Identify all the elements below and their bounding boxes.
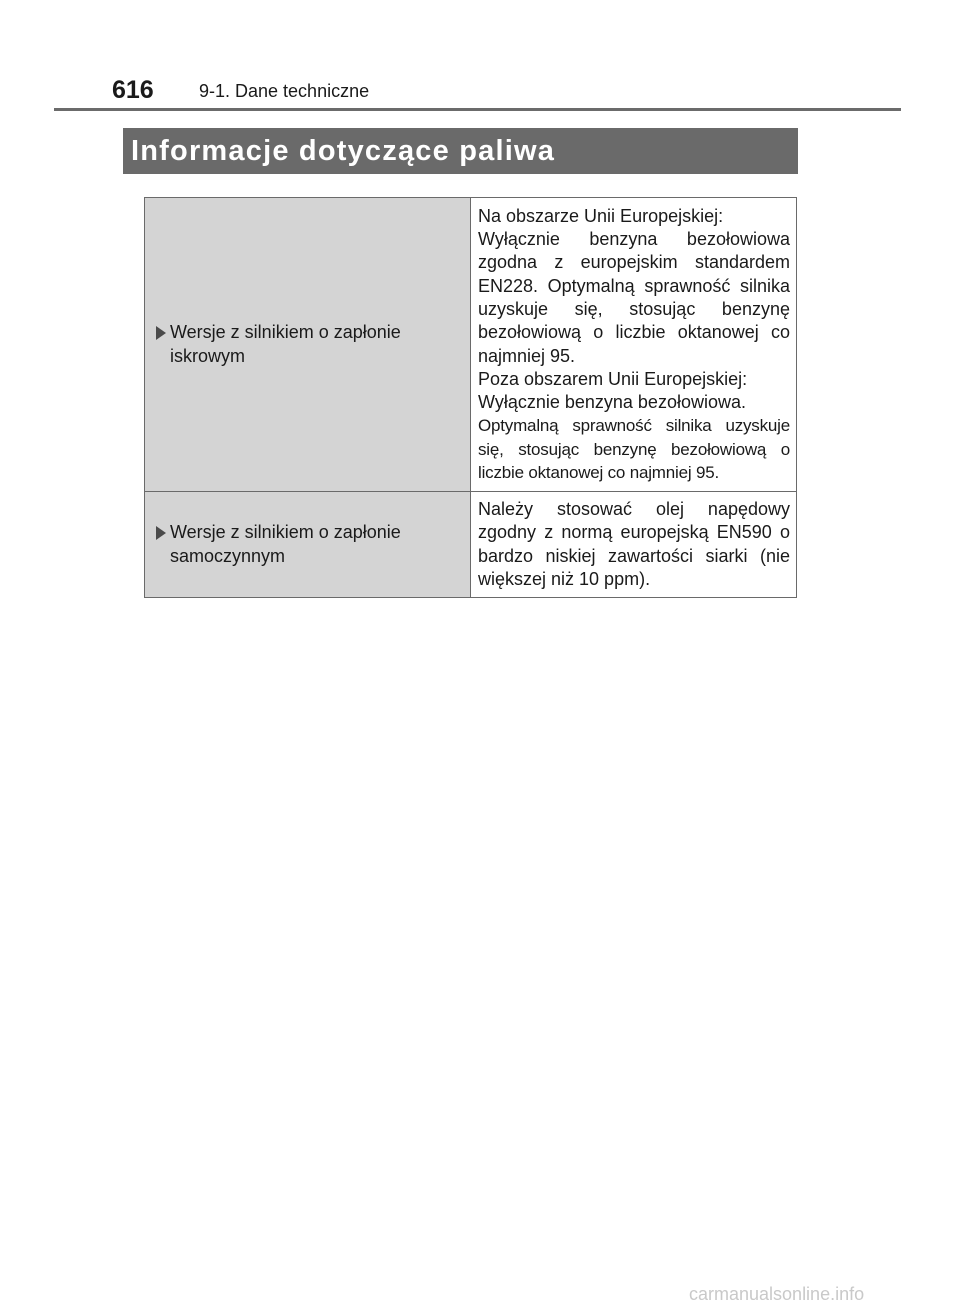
header-divider [54, 108, 901, 111]
engine-type-line: Wersje z silnikiem o zapłonie [170, 322, 401, 343]
engine-type-line: iskrowym [170, 345, 245, 366]
page-title: Informacje dotyczące paliwa [131, 135, 556, 167]
fuel-text: Wyłącznie benzyna bezołowiowa zgodna z europejskim standardem EN228. Optymalną sprawność silnika uzyskuje się, stosując benzynę bezołowiową o liczbie oktanowej co najmniej 95. [478, 229, 790, 366]
fuel-requirement-cell [471, 492, 797, 598]
engine-type-line: Wersje z silnikiem o zapłonie [170, 522, 401, 543]
page-number: 616 [112, 76, 154, 104]
arrow-right-icon [156, 326, 166, 340]
fuel-text: Wyłącznie benzyna bezołowiowa. [478, 392, 746, 413]
title-bar [123, 128, 798, 174]
page-header [0, 0, 960, 112]
fuel-text: Na obszarze Unii Europejskiej: [478, 205, 724, 226]
table-row [145, 492, 797, 598]
fuel-text: Należy stosować olej napędowy zgodny z normą europejską EN590 o bardzo niskiej zawartości siarki (nie większej niż 10 ppm). [478, 499, 790, 589]
section-label: 9-1. Dane techniczne [199, 81, 370, 101]
fuel-text: Optymalną sprawność silnika uzyskuje się, stosując benzynę bezołowiową o liczbie oktanowej co najmniej 95. [478, 416, 790, 482]
fuel-text: Poza obszarem Unii Europejskiej: [478, 368, 748, 389]
engine-type-line: samoczynnym [170, 545, 286, 566]
engine-type-cell [145, 492, 471, 598]
engine-type-label [156, 321, 460, 368]
fuel-requirement-cell [471, 198, 797, 492]
fuel-info-table [144, 197, 797, 598]
table-row [145, 198, 797, 492]
watermark-text: carmanualsonline.info [689, 1284, 865, 1304]
engine-type-cell [145, 198, 471, 492]
arrow-right-icon [156, 526, 166, 540]
engine-type-label [156, 521, 460, 568]
